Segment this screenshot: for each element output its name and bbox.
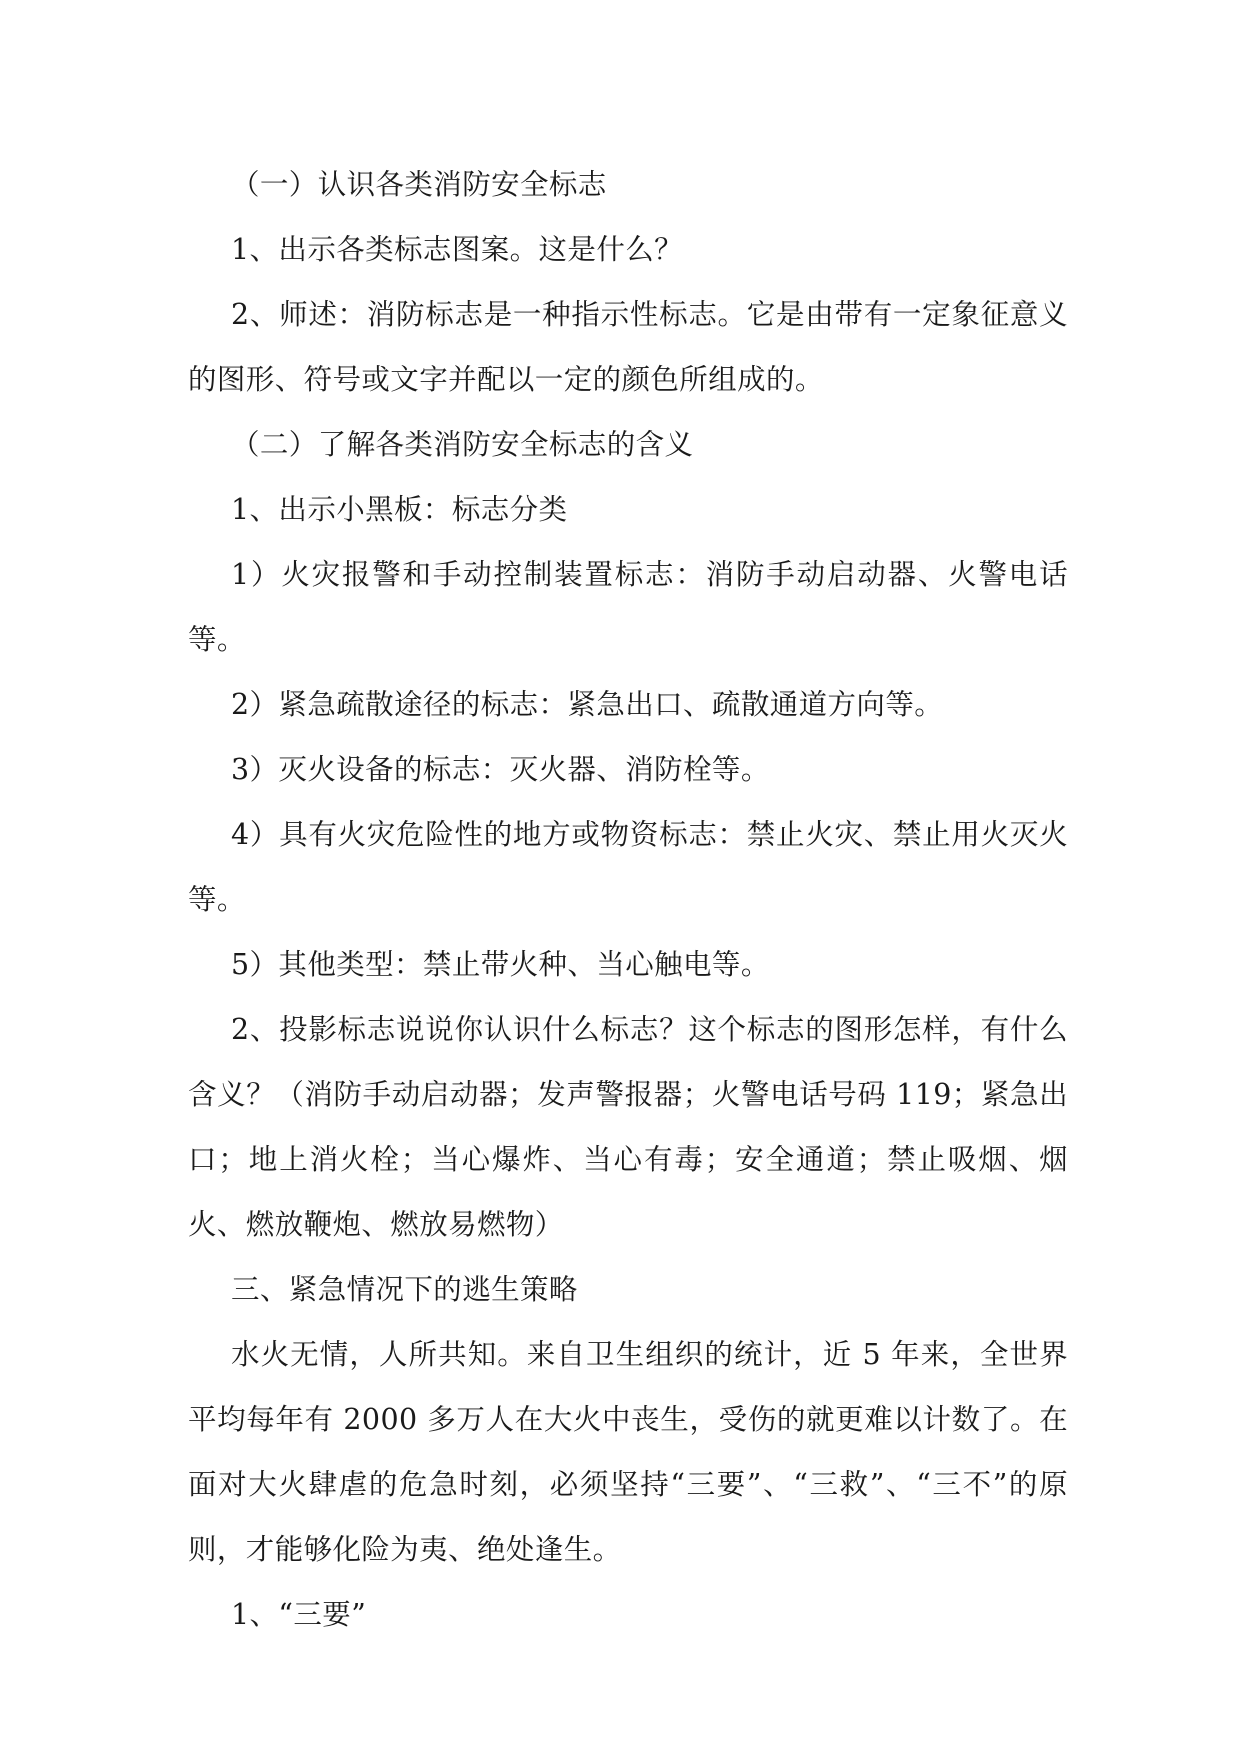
list-item: 1）火灾报警和手动控制装置标志：消防手动启动器、火警电话等。 — [188, 558, 1068, 656]
subsection-heading: 1、“三要” — [231, 1598, 367, 1631]
list-item: 3）灭火设备的标志：灭火器、消防栓等。 — [231, 753, 770, 786]
paragraph: 1、出示各类标志图案。这是什么？ — [231, 233, 684, 266]
section-heading-3: 三、紧急情况下的逃生策略 — [231, 1273, 578, 1306]
paragraph: 水火无情，人所共知。来自卫生组织的统计，近 5 年来，全世界平均每年有 2000 多万人在大火中丧生，受伤的就更难以计数了。在面对大火肆虐的危急时刻，必须坚持“三要”、“三救”、“三不”的原则，才能够化险为夷、绝处逢生。 — [188, 1338, 1068, 1566]
section-heading-1: （一）认识各类消防安全标志 — [231, 168, 607, 201]
section-heading-2: （二）了解各类消防安全标志的含义 — [231, 428, 694, 461]
list-item: 4）具有火灾危险性的地方或物资标志：禁止火灾、禁止用火灭火等。 — [188, 818, 1068, 916]
document-body — [188, 152, 1068, 1647]
list-item: 2）紧急疏散途径的标志：紧急出口、疏散通道方向等。 — [231, 688, 944, 721]
list-item: 5）其他类型：禁止带火种、当心触电等。 — [231, 948, 770, 981]
paragraph: 1、出示小黑板：标志分类 — [231, 493, 568, 526]
paragraph: 2、投影标志说说你认识什么标志？这个标志的图形怎样，有什么含义？（消防手动启动器；发声警报器；火警电话号码 119；紧急出口；地上消火栓；当心爆炸、当心有毒；安全通道；禁止吸烟、烟火、燃放鞭炮、燃放易燃物） — [188, 1013, 1068, 1241]
paragraph: 2、师述：消防标志是一种指示性标志。它是由带有一定象征意义的图形、符号或文字并配以一定的颜色所组成的。 — [188, 298, 1068, 396]
